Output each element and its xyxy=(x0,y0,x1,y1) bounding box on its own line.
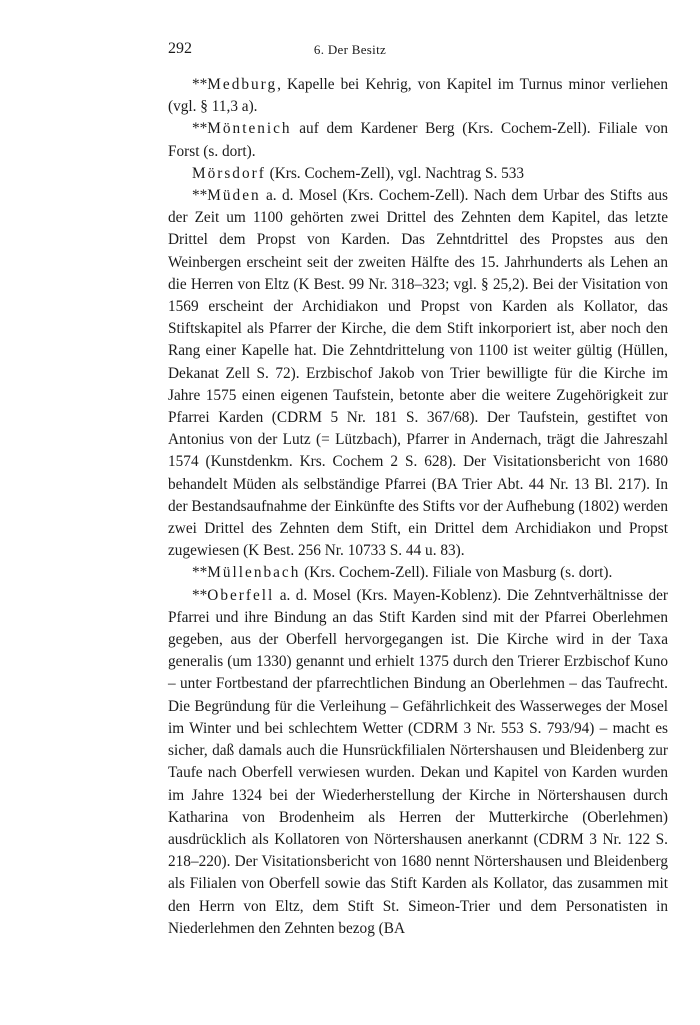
entry-marker: ** xyxy=(192,564,208,582)
entry-marker: ** xyxy=(192,586,208,604)
page-number: 292 xyxy=(168,40,192,57)
page-body xyxy=(168,74,668,940)
entry-text: a. d. Mosel (Krs. Cochem-Zell). Nach dem Urbar des Stifts aus der Zeit um 1100 gehörten zwei Drittel des Zehnten dem Kapitel, das letzte Drittel dem Propst von Karden. Das Zehntdrittel des Propstes aus den Weinbergen erscheint seit der zweiten Hälfte des 15. Jahrhunderts als Lehen an die Herren von Eltz (K Best. 99 Nr. 318–323; vgl. § 25,2). Bei der Visitation von 1569 erscheint der Archidiakon und Propst von Karden als Kollator, das Stiftskapitel als Pfarrer der Kirche, die dem Stift inkorporiert ist, aber noch den Rang einer Kapelle hat. Die Zehntdrittelung von 1100 ist weiter gültig (Hüllen, Dekanat Zell S. 72). Erzbischof Jakob von Trier bewilligte für die Kirche im Jahre 1575 einen eigenen Taufstein, betonte aber die weitere Zugehörigkeit zur Pfarrei Karden (CDRM 5 Nr. 181 S. 367/68). Der Taufstein, gestiftet von Antonius von der Lutz (= Lützbach), Pfarrer in Andernach, trägt die Jahreszahl 1574 (Kunstdenkm. Krs. Cochem 2 S. 628). Der Visitationsbericht von 1680 behandelt Müden als selbständige Pfarrei (BA Trier Abt. 44 Nr. 13 Bl. 217). In der Bestandsaufnahme der Einkünfte des Stifts vor der Aufhebung (1802) werden zwei Drittel des Zehnten dem Stift, ein Drittel dem Archidiakon und Propst zugewiesen (K Best. 256 Nr. 10733 S. 44 u. 83). xyxy=(168,187,668,560)
place-name: Müden xyxy=(207,187,261,205)
place-name: Oberfell xyxy=(207,586,275,604)
entry-medburg xyxy=(168,74,668,118)
entry-mueden xyxy=(168,185,668,562)
entry-moersdorf xyxy=(168,163,668,185)
entry-text: auf dem Kardener Berg (Krs. Cochem-Zell). Filiale von Forst (s. dort). xyxy=(168,120,668,160)
entry-moentenich xyxy=(168,118,668,162)
place-name: Mörsdorf xyxy=(192,164,266,182)
place-name: Möntenich xyxy=(207,120,292,138)
entry-muellenbach xyxy=(168,562,668,584)
entry-text: (Krs. Cochem-Zell), vgl. Nachtrag S. 533 xyxy=(265,164,525,182)
entry-text: , Kapelle bei Kehrig, von Kapitel im Turnus minor verliehen (vgl. § 11,3 a). xyxy=(168,76,668,116)
entry-marker: ** xyxy=(192,76,208,93)
entry-text: a. d. Mosel (Krs. Mayen-Koblenz). Die Zehntverhältnisse der Pfarrei und ihre Bindung an das Stift Karden sind mit der Pfarrei Oberlehmen gegeben, aus der Oberfell hervorgegangen ist. Die Kirche wird in der Taxa generalis (um 1330) genannt und erhielt 1375 durch den Trierer Erzbischof Kuno – unter Fortbestand der pfarrechtlichen Bindung an Oberlehmen – das Taufrecht. Die Begründung für die Verleihung – Gefährlichkeit des Wasserweges der Mosel im Winter und bei schlechtem Wetter (CDRM 3 Nr. 553 S. 793/94) – macht es sicher, daß damals auch die Hunsrückfilialen Nörtershausen und Bleidenberg zur Taufe nach Oberfell verwiesen wurden. Dekan und Kapitel von Karden wurden im Jahre 1324 bei der Wiederherstellung der Kirche in Nörtershausen durch Katharina von Brodenheim als Herren der Mutterkirche (Oberlehmen) ausdrücklich als Kollatoren von Nörtershausen anerkannt (CDRM 3 Nr. 122 S. 218–220). Der Visitationsbericht von 1680 nennt Nörtershausen und Bleidenberg als Filialen von Oberfell sowie das Stift Karden als Kollator, das zusammen mit den Herrn von Eltz, dem Stift St. Simeon-Trier und dem Personatisten in Niederlehmen den Zehnten bezog (BA xyxy=(168,586,668,937)
entry-text: (Krs. Cochem-Zell). Filiale von Masburg (s. dort). xyxy=(300,564,613,582)
place-name: Medburg xyxy=(207,76,278,93)
place-name: Müllenbach xyxy=(207,564,301,582)
entry-marker: ** xyxy=(192,120,208,138)
entry-marker: ** xyxy=(192,187,208,205)
running-head: 6. Der Besitz xyxy=(313,42,387,57)
entry-oberfell xyxy=(168,585,668,940)
